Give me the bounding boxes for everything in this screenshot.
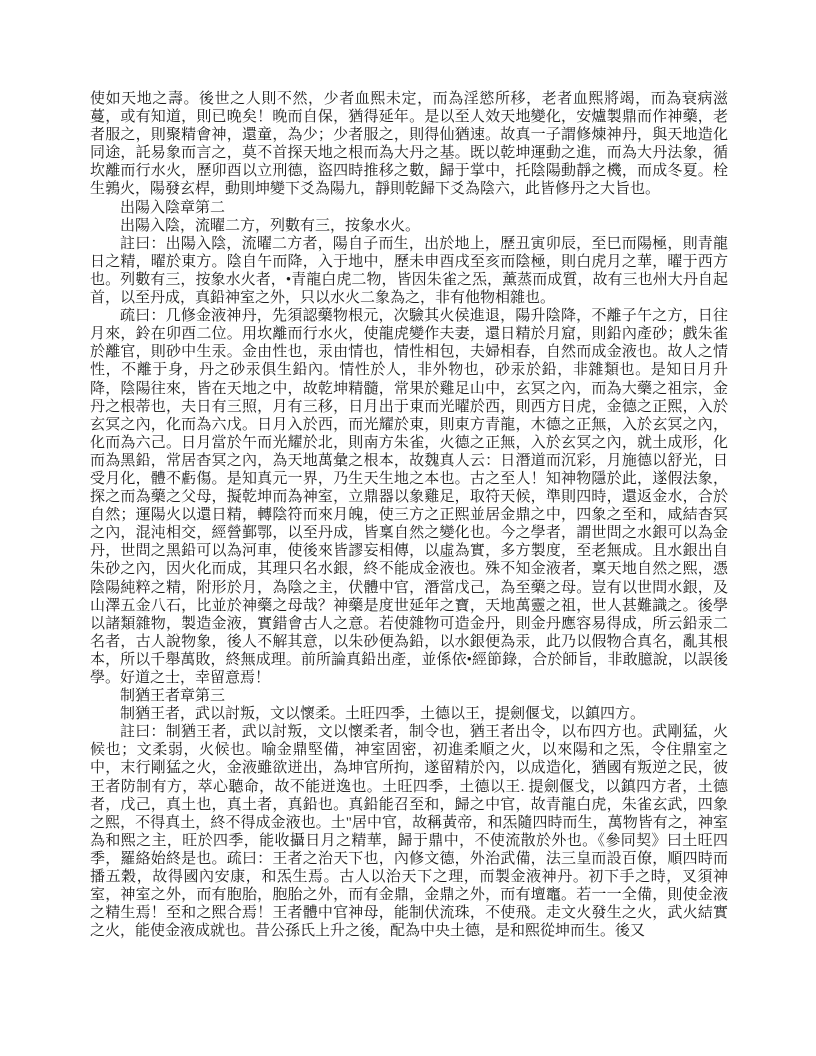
document-page bbox=[90, 90, 728, 940]
commentary-shu-paragraph-2: 疏曰：几修金液神丹，先須認藥物根元，次驗其火侯進退，陽升陰降，不離子午之方，日往月來，鈴在卯酉二位。用坎離而行水火，使龍虎變作夫妻，還日精於月窟，則鉛內產砂；戲朱雀於離官，則砂中生汞。金由性也，汞由情也，情性相包，夫婦相春，自然而成金液也。故人之情性，不離于身，丹之砂汞俱生鉛內。情性於人，非外物也，砂汞於鉛，非雜類也。是知日月升降，陰陽往來，皆在天地之中，故乾坤精髓，常果於雞足山中，玄冥之內，而為大藥之祖宗，金丹之根蒂也，夫日有三照，月有三移，日月出于東而光曜於西，則西方日虎，金德之正熙，入於玄冥之內，化而為六戊。日月入於西，而光耀於東，則東方青龍，木德之正無，入於玄冥之內，化而為六己。日月當於午而光耀於北，則南方朱雀，火德之正無，入於玄冥之內，就土成形，化而為黑鉛，常居杳冥之內，為天地萬彙之根本，故魏真人云：日潛道而沉彩，月施德以舒光，日受月化，體不虧傷。是知真元一界，乃生天生地之本也。古之至人！知神物隱於此，遂假法象，探之而為藥之父母，擬乾坤而為神室，立鼎器以象雞足，取符天候，準則四時，還返金水，合於自然；運陽火以還日精，轉陰符而來月魄，使三方之正熙並居金鼎之中，四象之至和，咸結杳冥之內，混沌相交，經營鄞鄂，以至丹成，皆稟自然之變化也。今之學者，謂世問之水銀可以為金丹，世問之黑鉛可以為河車，使後來皆謬妄相傳，以虛為實，多方製度，至老無成。且水銀出自朱砂之內，因火化而成，其理只名水銀，終不能成金液也。殊不知金液者，稟天地自然之熙，憑陰陽純粹之精，附形於月，為陰之主，伏體中官，潛當戊己，為至藥之母。豈有以世問水銀，及山澤五金八石，比並於神藥之母哉？神藥是度世延年之寶，天地萬靈之祖，世人甚難識之。後學以諸類雜物，製造金液，實錯會古人之意。若使雜物可造金丹，則金丹應容易得成，所云鉛汞二名者，古人說物象，後人不解其意，以朱砂便為鉛，以水銀便為汞，此乃以假物合真名，亂其根本，所以千舉萬敗，終無成理。前所論真鉛出產，並係依•經節錄，合於師旨，非敢臆說，以誤後學。好道之士，幸留意焉！ bbox=[90, 308, 728, 686]
body-paragraph-continuation: 使如天地之壽。後世之人則不然，少者血熙未定，而為淫慾所移，老者血熙將竭，而為衰病滋蔓，或有知道，則已晚矣！晚而自保，猶得延年。是以至人效天地變化，安爐製鼎而作神藥，老者服之，則聚精會神，還童，為少；少者服之，則得仙猶速。故真一子謂修煉神丹，與天地造化同途，託易象而言之，莫不首探天地之根而為大丹之基。既以乾坤運動之進，而為大丹法象，循坎離而行水火，歷卯酉以立刑德，盜四時推移之數，歸于掌中，托陰陽動靜之機，而成冬夏。栓生鶉火，陽發玄桿，動則坤變下爻為陽九，靜則乾歸下爻為陰六，此皆修丹之大旨也。 bbox=[90, 91, 728, 198]
chapter-heading-2: 出陽入陰章第二 bbox=[120, 199, 226, 216]
chapter-verse-3: 制猶王者，武以討叛，文以懷柔。土旺四季，土德以王，提劍偃戈，以鎮四方。 bbox=[120, 706, 646, 723]
chapter-heading-3: 制猶王者章第三 bbox=[120, 688, 226, 705]
chapter-verse-2: 出陽入陰，流曜二方，列數有三，按象水火。 bbox=[120, 217, 421, 234]
commentary-zhu-paragraph-3: 註曰：制猶王者，武以討叛，文以懷柔者，制令也，猶王者出令，以布四方也。武剛猛，火候也；文柔弱，火候也。喻金鼎堅備，神室固密，初進柔順之火，以來陽和之炁，令住鼎室之中，末行剛猛之火，金液雖欲迸出，為坤官所拘，遂留精於內，以成造化，猶國有叛逆之民，彼王者防制有方，萃心聽命，故不能迸逸也。土旺四季，土德以王. 提劍偃戈，以鎮四方者，土德者，戊己，真土也，真土者，真鉛也。真鉛能召至和，歸之中官，故青龍白虎，朱雀玄武，四象之熙，不得真土，終不得成金液也。土"居中官，故稱黃帝，和炁隨四時而生，萬物皆有之，神室為和熙之主，旺於四季，能收攝日月之精華，歸于鼎中，不使流散於外也。《參同契》曰土旺四季，羅絡始終是也。疏曰：王者之治天下也，內修文德，外治武備，法三皇而設百僚，順四時而播五穀，故得國內安康，和炁生焉。古人以治天下之理，而製金液神丹。初下手之時，叉須神室，神室之外，而有胞胎，胞胎之外，而有金鼎，金鼎之外，而有壇竈。若一一全備，則使金液之精生焉！至和之熙合焉！王者體中官神母，能制伏流珠，不使飛。走文火發生之火，武火結實之火，能使金液成就也。昔公孫氏上升之後，配為中央土德，是和熙從坤而生。後又 bbox=[90, 724, 728, 940]
commentary-zhu-paragraph-2: 註曰：出陽入陰，流曜二方者，陽自子而生，出於地上，歷丑寅卯辰，至巳而陽極，則青龍日之精，曜於東方。陰自午而降，入于地中，歷未申酉戌至亥而陰極，則白虎月之華，曜于西方也。列數有三，按象水火者，•青龍白虎二物，皆因朱雀之炁，薰蒸而成質，故有三也州大丹自起首，以至丹成，真鉛神室之外，只以水火二象為之，非有他物相雜也。 bbox=[90, 235, 728, 307]
